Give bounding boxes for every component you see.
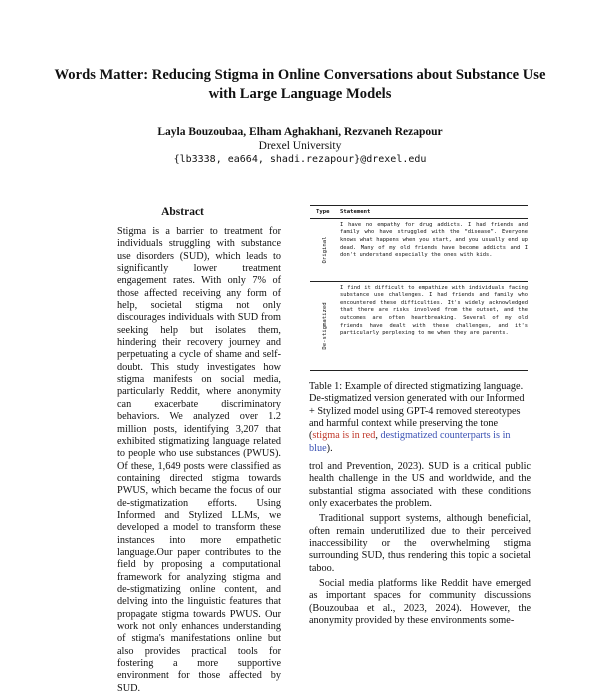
- paper-title: Words Matter: Reducing Stigma in Online Conversations about Substance Use with Large Language Models: [54, 67, 546, 102]
- author-emails: {lb3338, ea664, shadi.rezapour}@drexel.edu: [173, 154, 427, 165]
- table-header-type: Type: [316, 209, 330, 215]
- author-list: Layla Bouzoubaa, Elham Aghakhani, Rezvaneh Rezapour: [157, 126, 443, 138]
- table-header-row: [310, 206, 528, 218]
- row-statement-destigmatized: I find it difficult to empathize with individuals facing substance use challenges. I had friends and family who encountered these difficulties. It's widely acknowledged that there are risks involved from the outset, and the outcomes are often heartbreaking. Several of my old friends have dealt with these challenges, and it's particularly perplexing to me when they are parents.: [340, 284, 528, 337]
- row-statement-original: I have no empathy for drug addicts. I had friends and family who have struggled with the “disease”. Everyone knows what happens when you start, and you usually end up dead. Many of my old friends have become addicts and I don't understand especially the ones with kids.: [340, 221, 528, 259]
- row-type-destigmatized: De-stigmatized: [322, 302, 328, 350]
- row-type-original: Original: [322, 236, 328, 264]
- abstract-text: Stigma is a barrier to treatment for individuals struggling with substance use disorders (SUD), which leads to significantly lower treatment engagement rates. With only 7% of those affected receiving any form of help, societal stigma not only discourages individuals with SUD from seeking help but isolates them, hindering their recovery journey and perpetuating a cycle of shame and self-doubt. This study investigates how stigma manifests on social media, particularly Reddit, where anonymity can exacerbate discriminatory behaviors. We analyzed over 1.2 million posts, identifying 3,207 that exhibited stigmatizing language related to people who use substances (PWUS). Of these, 1,649 posts were classified as containing directed stigma towards PWUS, which became the focus of our de-stigmatization efforts. Using Informed and Stylized LLMs, we developed a model to transform these instances into more empathetic language.Our paper contributes to the field by proposing a computational framework for analyzing stigma and de-stigmatizing online content, and delving into the linguistic features that propagate stigma towards PWUS. Our work not only enhances understanding of stigma's manifestations online but also provides practical tools for fostering a more supportive environment for those affected by SUD.: [117, 226, 281, 694]
- body-paragraph-3: Social media platforms like Reddit have emerged as important spaces for community discussions (Bouzoubaa et al., 2023, 2024). However, the anonymity provided by these environments some-: [309, 578, 531, 627]
- body-paragraph-2: Traditional support systems, although beneficial, often remain underutilized due to their perceived inaccessibility or the overwhelming stigma surrounding SUD, thus rendering this topic a societal taboo.: [309, 513, 531, 574]
- body-text: [309, 461, 531, 630]
- table-bottom-rule: [310, 370, 528, 371]
- body-paragraph-1: trol and Prevention, 2023). SUD is a critical public health challenge in the US and worldwide, and the substantial stigma associated with these conditions only exacerbates the problem.: [309, 461, 531, 510]
- table-header-statement: Statement: [340, 209, 371, 215]
- caption-stigma-legend: stigma is in red: [312, 430, 376, 442]
- table-row-original: [310, 219, 528, 281]
- caption-destigmatized-legend: destigmatized counterparts is in blue: [309, 430, 511, 454]
- affiliation: Drexel University: [258, 140, 342, 152]
- table-row-destigmatized: [310, 282, 528, 370]
- example-table: [310, 205, 528, 371]
- table-caption: Table 1: Example of directed stigmatizing language. De-stigmatized version generated with our Informed + Stylized model using GPT-4 removed stereotypes and harmful context while preserving the tone (stigma is in red, destigmatized counterparts is in blue).: [309, 381, 525, 454]
- abstract-heading: Abstract: [161, 206, 204, 218]
